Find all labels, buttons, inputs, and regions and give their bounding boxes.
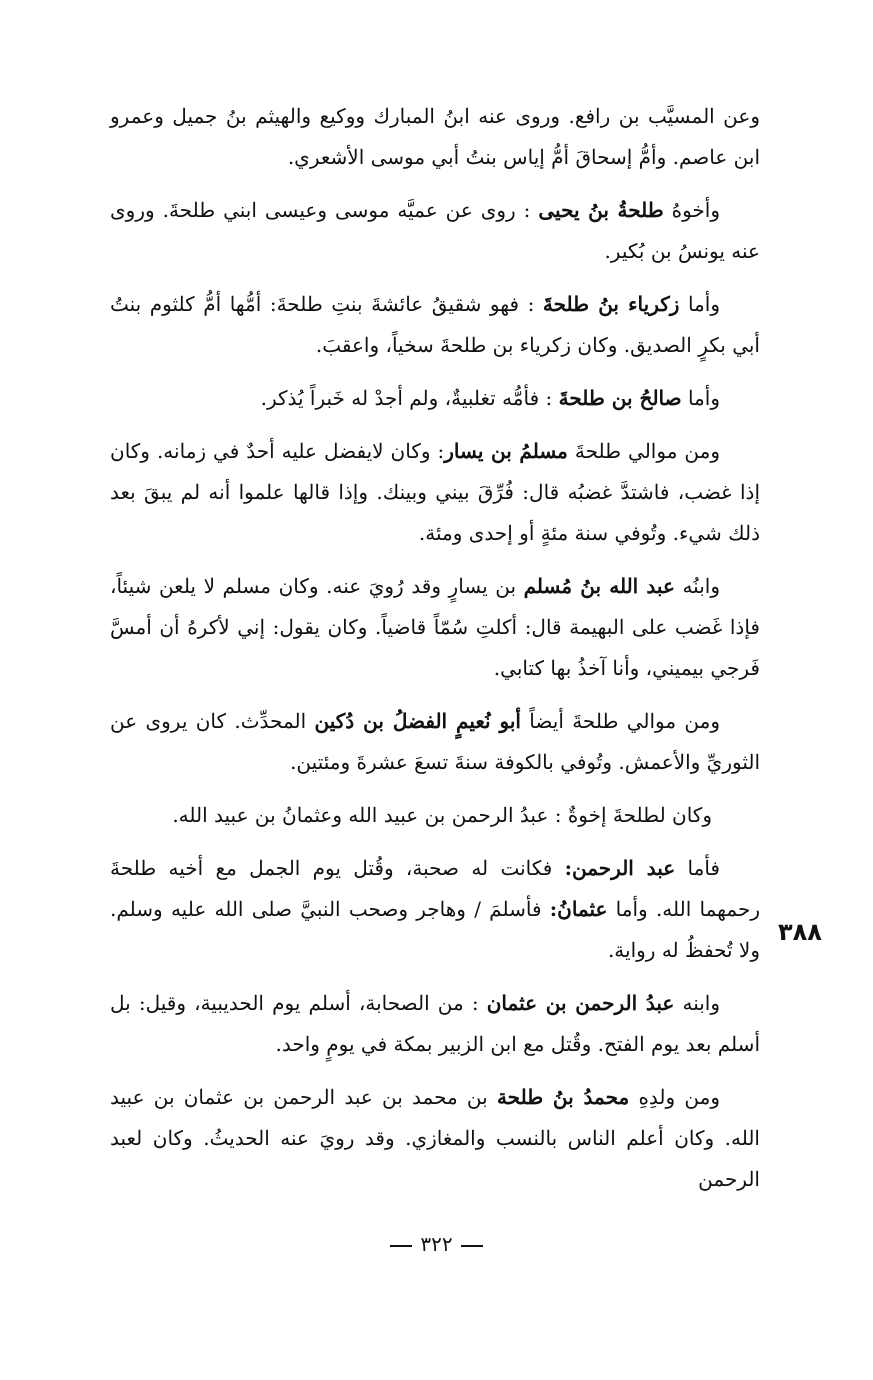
paragraph [110,431,760,554]
page-number: ٣٢٢ [420,1232,453,1256]
text-segment: بن محمد بن عبد الرحمن بن عثمان بن عبيد الله. وكان أعلم الناس بالنسب والمغازي. وقد رويَ عنه الحديثُ. وكان لعبد الرحمن [110,1085,760,1191]
person-name: زكرياء بنُ طلحةَ [542,292,680,316]
text-segment: فأسلمَ / وهاجر وصحب النبيَّ صلى الله عليه وسلم. ولا تُحفظُ له رواية. [110,897,760,962]
paragraph [110,190,760,272]
text-segment: : فأمُّه تغلبيةٌ، ولم أجدْ له خَبراً يُذكر. [260,386,559,410]
page-footer [0,1232,873,1256]
paragraph [110,566,760,689]
paragraph [110,1077,760,1200]
paragraph [110,795,760,836]
text-segment: فأما [675,856,720,880]
text-segment: : وكان لايفضل عليه أحدٌ في زمانه. وكان إذا غضب، فاشتدَّ غضبُه قال: فُرِّقَ بيني وبينك. وإذا قالها علموا أنه لم يبقَ بعد ذلك شيء. وتُوفي سنة مئةٍ أو إحدى ومئة. [110,439,760,545]
person-name: طلحةُ بنُ يحيى [538,198,664,222]
dash-right [390,1245,412,1247]
text-segment: فكانت له صحبة، وقُتل يوم الجمل مع أخيه طلحةَ رحمهما الله. وأما [110,856,760,921]
person-name: عبد الرحمن: [564,856,676,880]
person-name: عثمانُ: [549,897,608,921]
text-segment: ومن موالي طلحةَ أيضاً [520,709,720,733]
text-segment: : روى عن عميَّه موسى وعيسى ابني طلحةَ. وروى عنه يونسُ بن بُكير. [110,198,760,263]
text-segment: ومن ولدِهِ [629,1085,720,1109]
text-segment: : من الصحابة، أسلم يوم الحديبية، وقيل: بل أسلم بعد يوم الفتح. وقُتل مع ابن الزبير بمكة في يومٍ واحد. [110,991,760,1056]
text-segment: وابنه [674,991,721,1015]
paragraph [110,378,760,419]
paragraph [110,983,760,1065]
dash-left [461,1245,483,1247]
person-name: مسلمُ بن يسار [444,439,568,463]
person-name: عبد الله بنُ مُسلم [523,574,675,598]
text-segment: وكان لطلحةَ إخوةٌ : عبدُ الرحمن بن عبيد الله وعثمانُ بن عبيد الله. [172,803,712,827]
text-segment: المحدِّث. كان يروى عن الثوريِّ والأعمش. وتُوفي بالكوفة سنةَ تسعَ عشرةَ ومئتين. [110,709,760,774]
text-segment: وأما [681,386,720,410]
text-segment: وأخوهُ [663,198,721,222]
person-name: صالحُ بن طلحةَ [558,386,682,410]
text-segment: وأما [679,292,720,316]
paragraph [110,96,760,178]
person-name: عبدُ الرحمن بن عثمان [486,991,675,1015]
paragraph [110,701,760,783]
person-name: أبو نُعيمٍ الفضلُ بن دُكين [314,709,521,733]
page-body [110,96,760,1212]
paragraph [110,848,760,971]
margin-manuscript-number: ٣٨٨ [778,918,822,946]
text-segment: وعن المسيَّب بن رافع. وروى عنه ابنُ المبارك ووكيع والهيثم بنُ جميل وعمرو ابن عاصم. وأمُّ إسحاقَ أمُّ إياس بنتُ أبي موسى الأشعري. [110,104,760,169]
paragraph [110,284,760,366]
person-name: محمدُ بنُ طلحة [496,1085,630,1109]
text-segment: : فهو شقيقُ عائشةَ بنتِ طلحةَ: أمُّها أمُّ كلثوم بنتُ أبي بكرٍ الصديق. وكان زكرياء بن طلحةَ سخياً، واعقبَ. [110,292,760,357]
text-segment: ومن موالي طلحةَ [567,439,720,463]
text-segment: وابنُه [674,574,720,598]
text-segment: بن يسارٍ وقد رُويَ عنه. وكان مسلم لا يلعن شيئاً، فإذا غَضب على البهيمة قال: أكلتِ سُمّاً قاضياً. وكان يقول: إني لأكرهُ أن أمسَّ فَرجي بيميني، وأنا آخذُ بها كتابي. [110,574,760,680]
